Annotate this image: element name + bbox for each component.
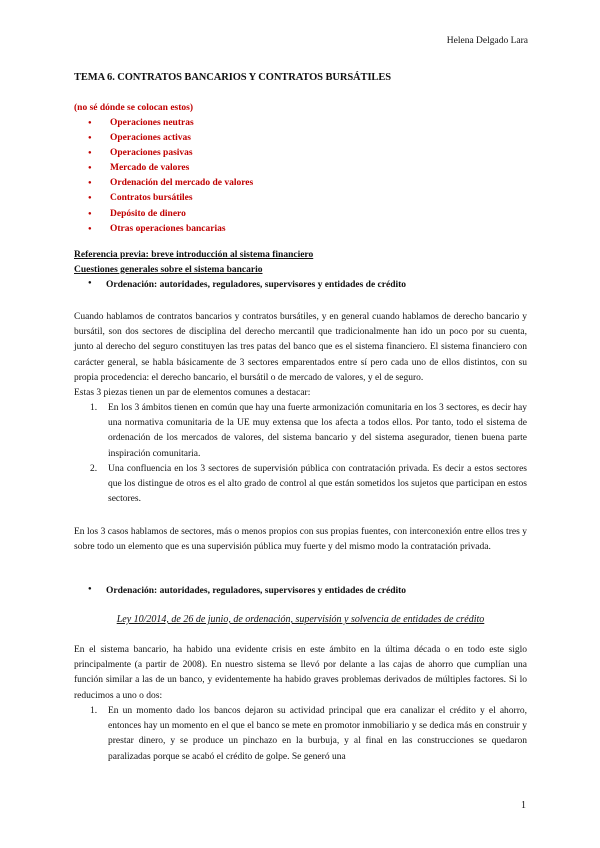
page-title: TEMA 6. CONTRATOS BANCARIOS Y CONTRATOS BURSÁTILES [74,72,391,83]
red-note: (no sé dónde se colocan estos) [74,103,194,113]
numbered-list-common [74,401,527,507]
list-item: ● Operaciones neutras [84,116,504,131]
list-text: En un momento dado los bancos dejaron su actividad principal que era canalizar el crédito y el ahorro, entonces hay un momento en el que el banco se mete en promotor inmobiliario y se dedica más en construir y prestar dinero, y se produce un pinchazo en la burbuja, y al final en las construcciones se quedaron paralizadas porque se acabó el crédito de golpe. Se generó una [108,706,527,762]
list-text: Una confluencia en los 3 sectores de supervisión pública con contratación privada. Es decir a estos sectores que los distingue de otros es el alto grado de control al que están sometidos los sujetos que participan en estos sectores. [108,463,527,505]
paragraph-three-cases: En los 3 casos hablamos de sectores, más o menos propios con sus propias fuentes, con interconexión entre ellos tres y sobre todo un elemento que es una supervisión pública muy fuerte y del mismo modo la contratación privada. [74,527,527,553]
section-heading-banking-system: Cuestiones generales sobre el sistema bancario [74,265,263,275]
list-item: ● Operaciones pasivas [84,146,504,161]
bullet-ordenacion: ● Ordenación: autoridades, reguladores, supervisores y entidades de crédito [84,280,406,290]
list-number: 2. [90,463,98,474]
list-number: 1. [90,706,98,716]
list-item: ● Ordenación del mercado de valores [84,176,504,191]
list-item: ● Otras operaciones bancarias [84,222,504,237]
bullet-ordenacion-2: ● Ordenación: autoridades, reguladores, supervisores y entidades de crédito [84,586,406,596]
list-item [74,401,527,462]
list-item: ● Depósito de dinero [84,207,504,222]
paragraph-intro: Cuando hablamos de contratos bancarios y contratos bursátiles, y en general cuando hablamos de derecho bancario y bursátil, son dos sectores de disciplina del derecho mercantil que tradicionalmente han ido un poco por su cuenta, junto al derecho del seguro constituyen las tres patas del banco que es el sistema financiero. El sistema financiero con carácter general, se habla básicamente de 3 sectores emparentados entre sí pero cada uno de ellos distintos, con su propia procedencia: el derecho bancario, el bursátil o de mercado de valores, y el de seguro. [74,312,527,383]
list-item [74,704,527,765]
page-number: 1 [521,800,526,811]
section-heading-financial-system: Referencia previa: breve introducción al sistema financiero [74,250,314,260]
paragraph-banking-crisis: En el sistema bancario, ha habido una evidente crisis en este ámbito en la última década o en todo este siglo principalmente (a partir de 2008). En nuestro sistema se llevó por delante a las cajas de ahorro que cumplían una función similar a las de un banco, y evidentemente ha habido graves problemas derivados de múltiples factores. Si lo reducimos a uno o dos: [74,645,527,701]
paragraph-common-elements: Estas 3 piezas tienen un par de elementos comunes a destacar: [74,388,311,398]
list-item [74,462,527,508]
numbered-list-crisis [74,704,527,765]
list-item: ● Operaciones activas [84,131,504,146]
list-number: 1. [90,403,98,413]
law-reference: Ley 10/2014, de 26 de junio, de ordenación, supervisión y solvencia de entidades de crédito [116,614,485,625]
list-item: ● Mercado de valores [84,161,504,176]
list-item: ● Contratos bursátiles [84,191,504,206]
red-topic-list [84,116,504,237]
header-author: Helena Delgado Lara [446,36,528,46]
list-text: En los 3 ámbitos tienen en común que hay una fuerte armonización comunitaria en los 3 sectores, es decir hay una normativa comunitaria de la UE muy extensa que los afecta a todos ellos. Por tanto, todo el sistema de ordenación de los mercados de valores, del sistema bancario y del sistema asegurador, tienen buena parte inspiración comunitaria. [108,403,527,459]
